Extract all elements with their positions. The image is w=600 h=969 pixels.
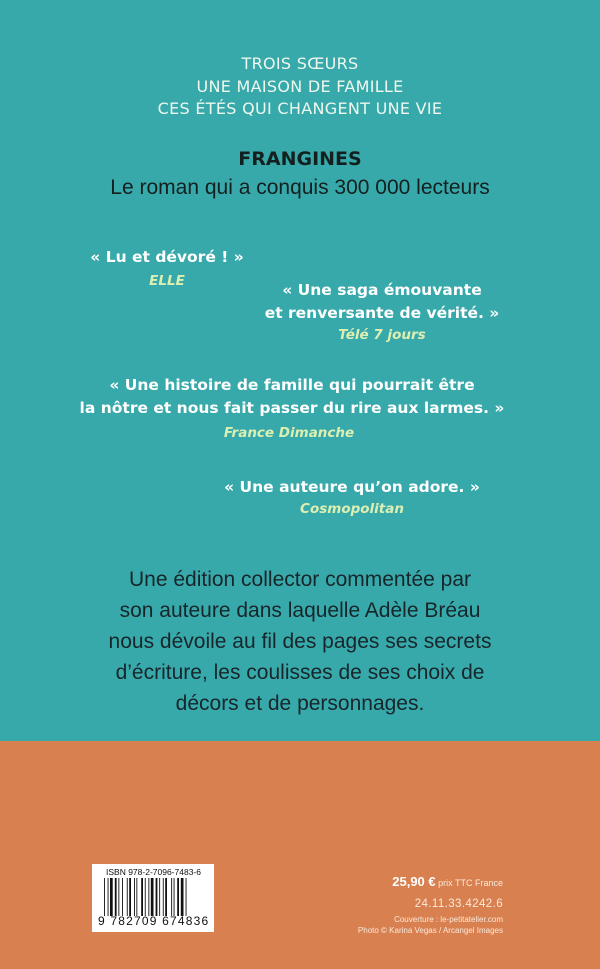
quote-line: « Une histoire de famille qui pourrait être [109, 376, 475, 394]
barcode-bar [186, 878, 187, 916]
barcode-bar [129, 878, 131, 916]
barcode-bar [110, 878, 113, 916]
quote-line: la nôtre et nous fait passer du rire aux larmes. » [79, 399, 505, 417]
quote-source: ELLE [149, 273, 185, 289]
barcode-bar [145, 878, 146, 916]
quote-source: France Dimanche [223, 425, 355, 441]
barcode-bar [134, 878, 135, 916]
description-line: nous dévoile au fil des pages ses secrets [108, 630, 492, 653]
tagline: CES ÉTÉS QUI CHANGENT UNE VIE [157, 99, 443, 118]
barcode-bar [136, 878, 137, 916]
barcode-bar [181, 878, 184, 916]
barcode-bar [104, 878, 105, 916]
quote-tele7 [265, 279, 500, 325]
quote-line: « Lu et dévoré ! » [90, 248, 244, 266]
quote-cosmopolitan [224, 476, 480, 499]
quote-line: « Une saga émouvante [282, 281, 482, 299]
ean-number: 9 782709 674836 [98, 914, 210, 928]
cover-credit: Couverture : le-petitatelier.com [394, 915, 503, 924]
quote-source: Télé 7 jours [338, 327, 426, 343]
price [392, 874, 503, 889]
barcode-bar [122, 878, 123, 916]
description-line: décors et de personnages. [175, 692, 425, 715]
book-subtitle: Le roman qui a conquis 300 000 lecteurs [110, 176, 490, 199]
book-title: FRANGINES [238, 148, 362, 170]
taglines [158, 53, 443, 121]
barcode-bar [174, 878, 175, 916]
price-value: 25,90 € [392, 874, 436, 889]
barcode-bar [177, 878, 179, 916]
barcode-bar [127, 878, 128, 916]
barcode-bar [141, 878, 143, 916]
barcode-bars [104, 878, 208, 916]
barcode-bar [148, 878, 149, 916]
barcode-bar [108, 878, 109, 916]
product-code: 24.11.33.4242.6 [414, 898, 503, 910]
quote-elle [90, 246, 243, 269]
quote-line: « Une auteure qu’on adore. » [224, 478, 480, 496]
barcode-bar [165, 878, 167, 916]
price-note: prix TTC France [438, 878, 503, 888]
quote-line: et renversante de vérité. » [264, 304, 500, 322]
quote-source: Cosmopolitan [300, 501, 404, 517]
description-line: d’écriture, les coulisses de ses choix de [115, 661, 485, 684]
tagline: TROIS SŒURS [241, 54, 359, 73]
barcode-bar [171, 878, 172, 916]
quote-france-dimanche [80, 374, 505, 420]
description-line: son auteure dans laquelle Adèle Bréau [119, 599, 481, 622]
barcode-bar [115, 878, 117, 916]
barcode-bar [156, 878, 158, 916]
photo-credit: Photo © Karina Vegas / Arcangel Images [357, 926, 503, 935]
tagline: UNE MAISON DE FAMILLE [196, 76, 404, 96]
barcode-bar [118, 878, 119, 916]
barcode-bar [159, 878, 160, 916]
description [109, 564, 492, 719]
isbn-number: ISBN 978-2-7096-7483-6 [106, 867, 201, 877]
description-line: Une édition collector commentée par [128, 568, 471, 591]
barcode-bar [151, 878, 154, 916]
barcode [92, 864, 214, 932]
barcode-bar [163, 878, 164, 916]
cover-bottom-panel [0, 741, 600, 969]
